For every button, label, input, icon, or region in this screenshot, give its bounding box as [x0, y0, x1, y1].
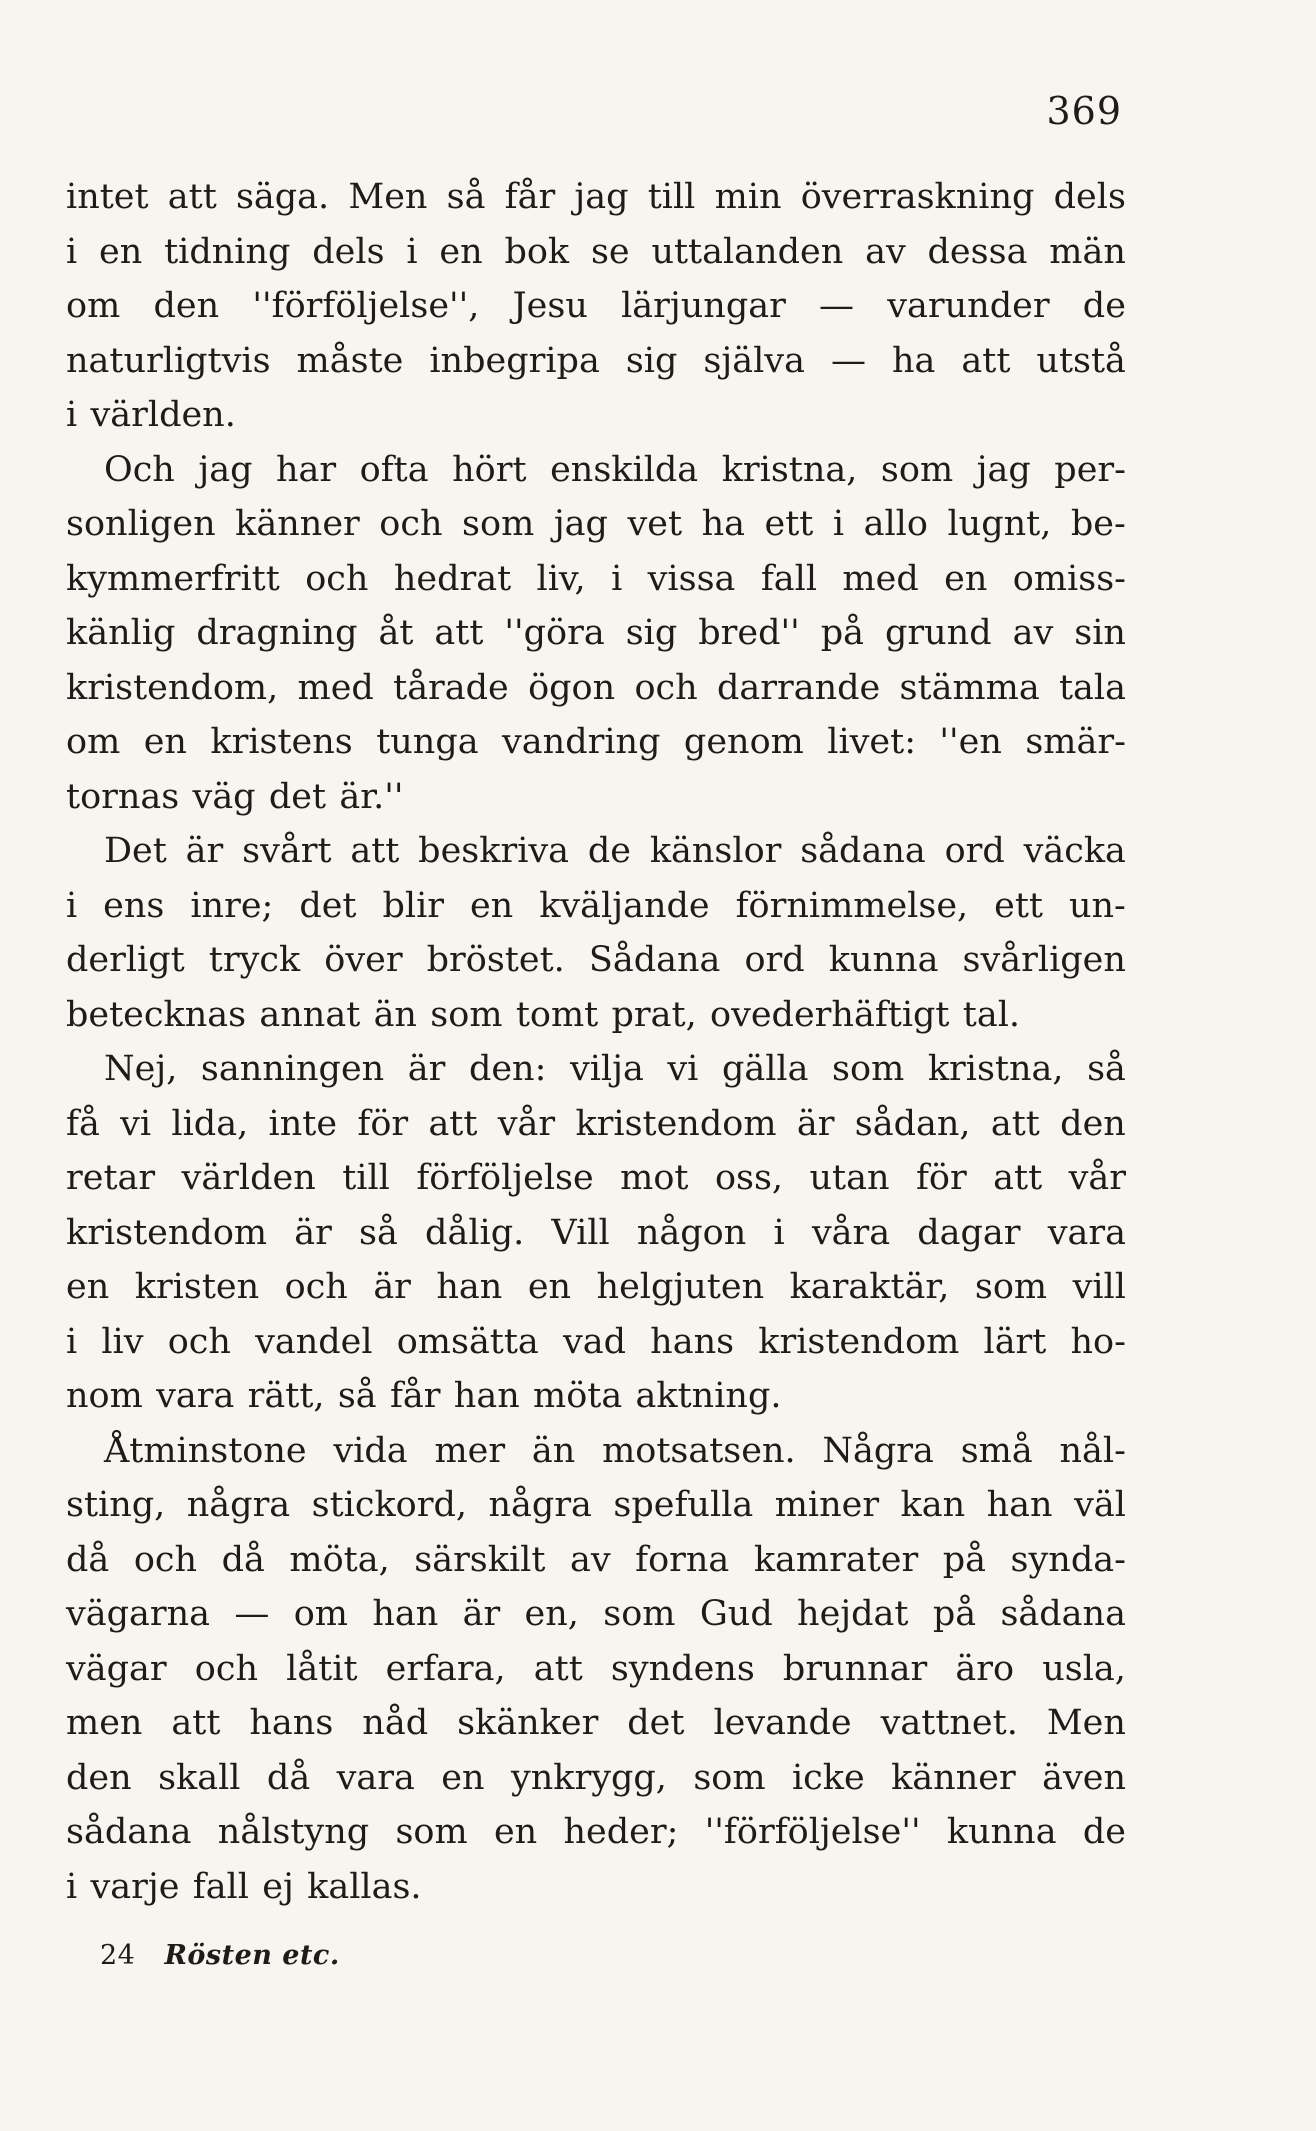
text-line: Det är svårt att beskriva de känslor sådana ord väcka — [104, 831, 1126, 871]
text-line: om en kristens tunga vandring genom livet: ''en smär- — [66, 722, 1126, 762]
text-line: naturligtvis måste inbegripa sig själva — ha att utstå — [66, 340, 1126, 381]
text-line: nom vara rätt, så får han möta aktning. — [66, 1376, 782, 1416]
text-line: en kristen och är han en helgjuten karaktär, som vill — [66, 1267, 1126, 1307]
signature-number: 24 — [100, 1940, 136, 1971]
body-text — [66, 170, 1126, 1914]
text-line: kymmerfritt och hedrat liv, i vissa fall med en omiss- — [66, 558, 1126, 599]
text-line: i liv och vandel omsätta vad hans kristendom lärt ho- — [66, 1321, 1126, 1362]
text-line: i världen. — [66, 395, 236, 435]
text-line: i varje fall ej kallas. — [66, 1866, 422, 1907]
text-line: känlig dragning åt att ''göra sig bred'' på grund av sin — [66, 613, 1126, 653]
text-line: kristendom är så dålig. Vill någon i våra dagar vara — [66, 1212, 1126, 1253]
text-line: i en tidning dels i en bok se uttalanden av dessa män — [66, 231, 1126, 272]
signature-footer — [100, 1942, 340, 1969]
text-line: den skall då vara en ynkrygg, som icke känner även — [66, 1757, 1126, 1798]
text-line: sting, några stickord, några spefulla miner kan han väl — [66, 1485, 1126, 1525]
text-line: i ens inre; det blir en kväljande förnimmelse, ett un- — [66, 885, 1126, 926]
text-line: sådana nålstyng som en heder; ''förföljelse'' kunna de — [66, 1812, 1126, 1852]
signature-title: Rösten etc. — [164, 1940, 340, 1971]
text-line: derligt tryck över bröstet. Sådana ord kunna svårligen — [66, 940, 1126, 980]
text-line: tornas väg det är.'' — [66, 776, 404, 817]
text-line: vägar och låtit erfara, att syndens brunnar äro usla, — [66, 1648, 1126, 1689]
text-line: betecknas annat än som tomt prat, ovederhäftigt tal. — [66, 994, 1021, 1035]
text-line: intet att säga. Men så får jag till min överraskning dels — [66, 177, 1126, 217]
text-line: sonligen känner och som jag vet ha ett i allo lugnt, be- — [66, 504, 1126, 544]
text-line: Åtminstone vida mer än motsatsen. Några små nål- — [104, 1430, 1126, 1471]
page-number: 369 — [1046, 89, 1122, 133]
text-line: då och då möta, särskilt av forna kamrater på synda- — [66, 1539, 1126, 1580]
text-line: men att hans nåd skänker det levande vattnet. Men — [66, 1703, 1126, 1743]
text-line: Och jag har ofta hört enskilda kristna, som jag per- — [104, 449, 1126, 490]
text-line: vägarna — om han är en, som Gud hejdat på sådana — [66, 1594, 1126, 1634]
text-line: få vi lida, inte för att vår kristendom är sådan, att den — [66, 1103, 1126, 1144]
text-line: retar världen till förföljelse mot oss, utan för att vår — [66, 1158, 1126, 1198]
text-line: kristendom, med tårade ögon och darrande stämma tala — [66, 667, 1126, 708]
text-line: om den ''förföljelse'', Jesu lärjungar — varunder de — [66, 286, 1126, 326]
text-line: Nej, sanningen är den: vilja vi gälla som kristna, så — [104, 1049, 1126, 1089]
